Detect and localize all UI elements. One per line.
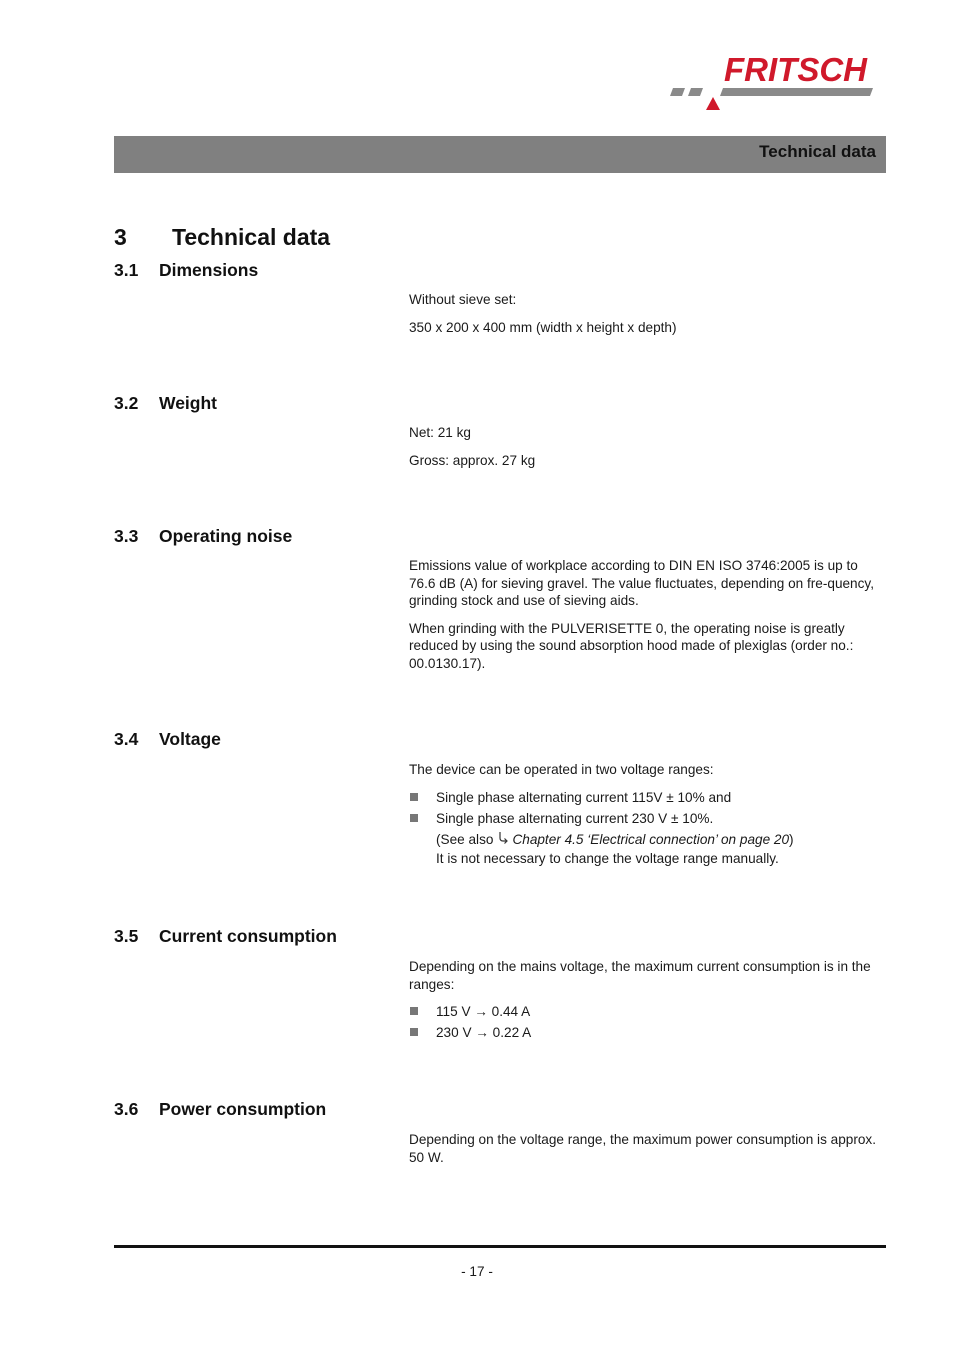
list-item-text: 230 V → 0.22 A (436, 1025, 532, 1040)
paragraph: When grinding with the PULVERISETTE 0, the operating noise is greatly reduced by using the sound absorption hood made of plexiglas (order no.: 00.0130.17). (409, 620, 854, 671)
cross-reference-note (409, 831, 887, 868)
section-number: 3.2 (114, 393, 139, 413)
paragraph: Depending on the mains voltage, the maximum current consumption is in the ranges: (409, 959, 871, 992)
section-title: Operating noise (159, 526, 293, 546)
page-number: - 17 - (461, 1264, 493, 1279)
section-title: Voltage (159, 729, 221, 749)
paragraph: Net: 21 kg (409, 425, 471, 440)
footer-divider (114, 1245, 886, 1248)
section-heading-dimensions (114, 260, 258, 281)
paragraph: Depending on the voltage range, the maximum power consumption is approx. 50 W. (409, 1132, 876, 1165)
section-number: 3.5 (114, 926, 139, 946)
chapter-heading (114, 224, 330, 251)
chapter-number: 3 (114, 224, 127, 250)
list-item (409, 1003, 887, 1021)
logo-text: FRITSCH (724, 51, 867, 88)
section-title: Weight (159, 393, 218, 413)
paragraph: 350 x 200 x 400 mm (width x height x depth) (409, 319, 677, 335)
note-line: It is not necessary to change the voltage range manually. (436, 851, 779, 866)
section-body-power-consumption (409, 1131, 887, 1176)
cross-reference-arrow-icon (497, 831, 509, 849)
bullet-square-icon (410, 793, 418, 801)
list-item (409, 1024, 887, 1042)
header-bar (114, 136, 886, 173)
section-body-current-consumption (409, 958, 887, 1045)
bullet-square-icon (410, 1028, 418, 1036)
section-number: 3.1 (114, 260, 139, 280)
section-body-voltage (409, 761, 887, 868)
section-number: 3.6 (114, 1099, 139, 1119)
section-number: 3.3 (114, 526, 139, 546)
chapter-link[interactable]: Chapter 4.5 ‘Electrical connection’ on page 20 (512, 831, 790, 847)
bullet-list (409, 1003, 887, 1042)
paragraph: Without sieve set: (409, 292, 517, 307)
list-item (409, 810, 887, 828)
bullet-square-icon (410, 814, 418, 822)
fritsch-logo (668, 50, 888, 112)
paragraph: Emissions value of workplace according to DIN EN ISO 3746:2005 is up to 76.6 dB (A) for sieving gravel. The value fluctuates, depending on fre-quency, grinding stock and use of sieving aids. (409, 558, 874, 608)
section-title: Dimensions (159, 260, 259, 280)
section-body-dimensions (409, 291, 887, 346)
header-title: Technical data (759, 142, 876, 161)
section-heading-operating-noise (114, 526, 292, 547)
section-number: 3.4 (114, 729, 139, 749)
section-body-operating-noise (409, 557, 887, 682)
section-heading-weight (114, 393, 217, 414)
section-body-weight (409, 424, 887, 479)
section-title: Power consumption (159, 1099, 327, 1119)
section-heading-voltage (114, 729, 221, 750)
list-item-text: Single phase alternating current 115V ± 10% and (436, 789, 732, 805)
bullet-square-icon (410, 1007, 418, 1015)
section-heading-current-consumption (114, 926, 337, 947)
note-prefix: (See also (436, 831, 494, 847)
section-title: Current consumption (159, 926, 337, 946)
list-item (409, 789, 887, 807)
list-item-text: Single phase alternating current 230 V ± 10%. (436, 810, 714, 826)
section-heading-power-consumption (114, 1099, 326, 1120)
bullet-list (409, 789, 887, 828)
list-item-text: 115 V → 0.44 A (436, 1004, 531, 1019)
note-suffix: ) (789, 831, 794, 847)
paragraph: The device can be operated in two voltage ranges: (409, 762, 714, 777)
chapter-title: Technical data (172, 224, 331, 250)
paragraph: Gross: approx. 27 kg (409, 452, 536, 468)
